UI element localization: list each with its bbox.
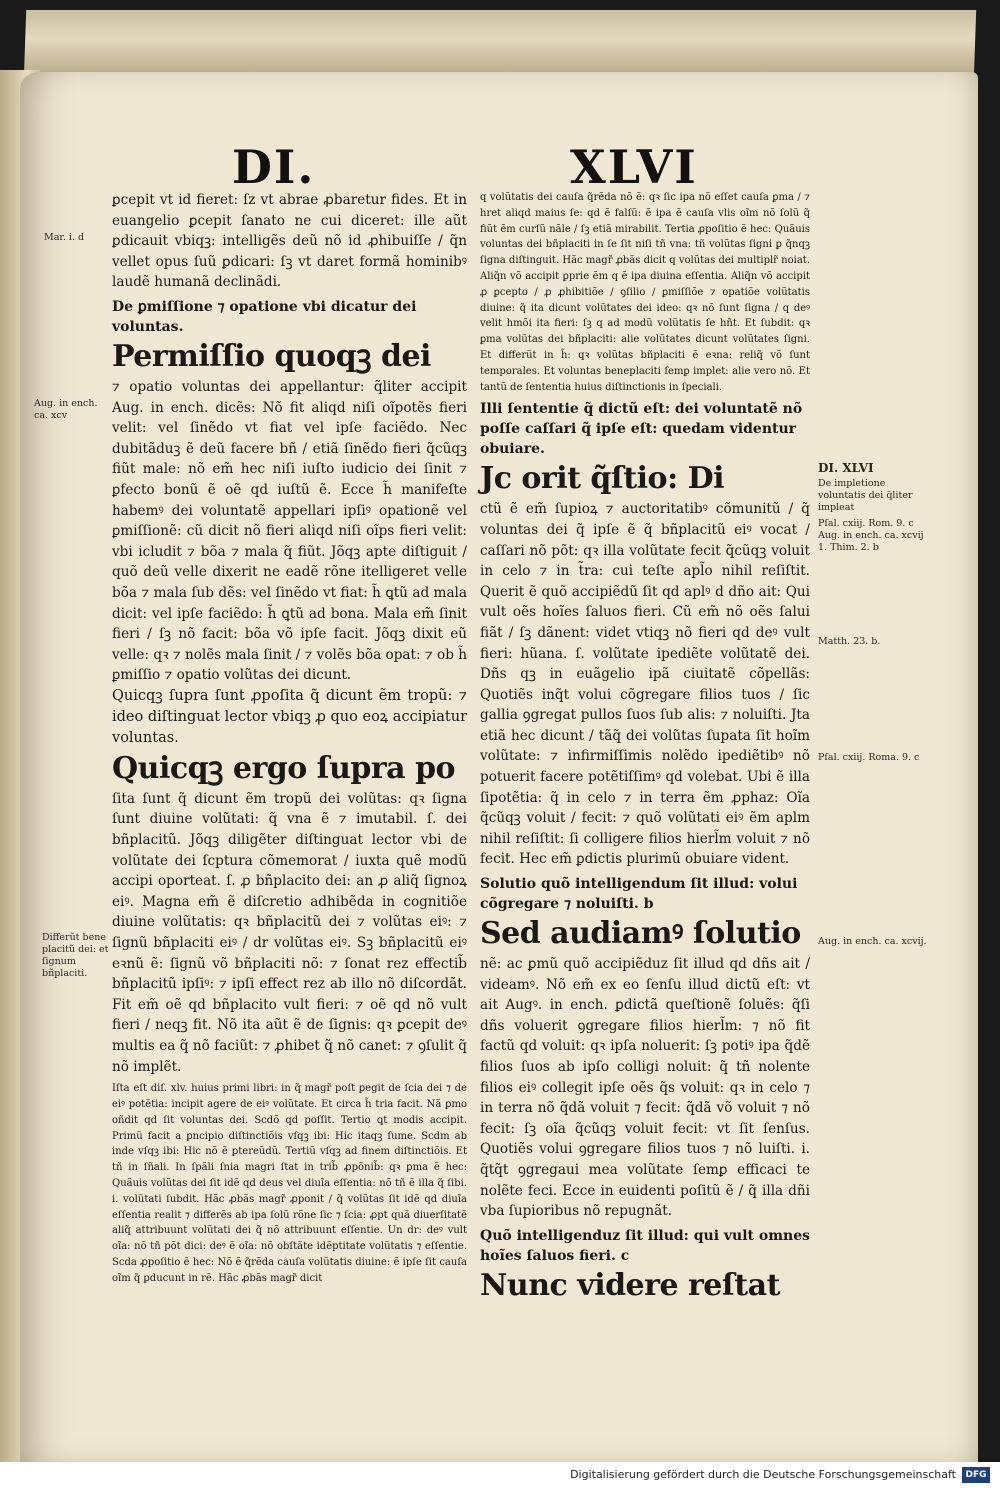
left-paragraph-2: ⁊ opatio voluntas dei appellantur: q̃liter accipit Aug. in ench. dicẽs: Nõ fit aliqd niſi oĩpotẽs fieri velit: vel ſinẽdo vt fiat vel ipſe faciẽdo. Nec dubitãduꝫ ẽ deũ facere bñ / etiã ſinẽdo fieri q̃cũqꝫ fiũt male: nõ em̃ hec niſi iuſto iudicio dei ſinit ⁊ ꝑfecto bonũ ẽ oẽ qd iuſtũ ẽ. Ecce h̃ manifeſte habemꝰ dei voluntatẽ appellari ipſiꝰ opationẽ vel ꝑmiſſionẽ: cũ dicit nõ fieri aliqd niſi oĩps fieri velit: vbi icludit ⁊ bõa ⁊ mala q̃ fiũt. Jõqꝫ apte diſtiguit / quõ deũ velle dixerit ne eadẽ rõne itelligeret velle bõa ⁊ mala ſub dẽs: vel ſinẽdo vt fiat: h̃ ꝗtũ ad mala dicit: vel ipſe faciẽdo: h̃ ꝗtũ ad bona. Mala em̃ ſinit fieri / ſꝫ nõ facit: bõa võ ipſe facit. Jõqꝫ dixit eũ velle: qꝛ ⁊ nolẽs mala ſinit / ⁊ volẽs bõa opat: ⁊ ob h̃ ꝑmiſſio ⁊ opatio volũtas dei dicunt.: [112, 378, 467, 684]
right-paragraph-2: ctũ ẽ em̃ ſupioꝝ ⁊ auctoritatibꝰ cõmunitũ / q̃ voluntas dei q̃ ipſe ẽ q̃ bñplacitũ eiꝰ vocat / caſſari nõ põt: qꝛ illa volũtate fecit q̃cũqꝫ voluit in celo ⁊ in t̃ra: cui teſte apl̃o nihil reſiſtit. Querit ẽ quõ accipiẽdũ ſit qd aplꝰ d dño ait: Qui vult oẽs hoĩes ſaluos fieri. Cũ em̃ nõ oẽs ſalui fiãt / ſꝫ dãnent: videt vtiqꝫ nõ fieri qd deꝰ vult fieri: hũana. ſ. volũtate ipediẽte volũtatẽ dei. Dñs qꝫ in euãgelio ipã ciuitatẽ cõpellãs: Quotiẽs inq̃t volui cõgregare filios tuos / ſic gallia ꝯgregat pullos ſuos ſub alis: ⁊ noluiſti. Jta etiã hec dicunt / tãq̃ dei volũtas ſupata ſit hoĩm volũtate: ⁊ infirmiſſimis nolẽdo ipediẽtibꝰ nõ potuerit facere potẽtiſſimꝰ qd volebat. Ubi ẽ illa ſipotẽtia: q̃ in celo ⁊ in terra ẽm ꝓphaz: Oĩa q̃cũqꝫ voluit / fecit: ⁊ quõ volũtati eiꝰ ẽm aplm nihil reſiſtit: ſi colligere filios hierl̃m voluit ⁊ nõ fecit. Hec em̃ ꝑdictis plurimũ obuiare vident.: [480, 501, 810, 868]
right-margin-note-6: Aug. in ench. ca. xcvij.: [818, 936, 927, 947]
right-paragraph-3: nẽ: ac ꝑmũ quõ accipiẽduz ſit illud qd dñs ait / videamꝰ. Nõ em̃ ex eo ſenſu illud dictũ eſt: vt ait Augꝰ. in ench. ꝑdictã queſtionẽ ſoluẽs: q̃ſi dñs voluerit ꝯgregare filios hierl̃m: ⁊ nõ fit factũ qd voluit: qꝛ ipſa noluerit: ſꝫ potiꝰ ipa q̃dẽ filios ſuos ab ipſo colligi noluit: q̃ tñ nolente filios eiꝰ collegit ipſe oẽs q̃s voluit: qꝛ in celo ⁊ in terra nõ q̃dã voluit ⁊ fecit: q̃dã võ voluit ⁊ nõ fecit: ſꝫ oĩa q̃cũqꝫ voluit fecit: vt ſit ſenſus. Quotiẽs volui ꝯgregare filios tuos ⁊ nõ luiſti. i. q̃tq̃t ꝯgregaui mea volũtate ſemꝑ efficaci te nolẽte feci. Ecce in euidenti poſitũ ẽ / q̃ illa dñi vba ſupioribus nõ repugnãt.: [480, 956, 810, 1220]
left-margin-note-2: Aug. in ench. ca. xcv: [34, 398, 98, 421]
left-margin-note-3: Differũt bene placitũ dei: et ſignum bñplaciti.: [42, 932, 109, 979]
running-head-left: DI.: [232, 140, 316, 194]
left-heading-1: De ꝑmiſſione ⁊ opatione vbi dicatur dei voluntas.: [112, 298, 417, 335]
right-margin-note-3: Pſal. cxiij. Rom. 9. c Aug. in ench. ca. xcvij 1. Thim. 2. b: [818, 518, 924, 553]
right-margin-note-5: Pſal. cxiij. Roma. 9. c: [818, 752, 920, 763]
section-marker-b: b: [643, 896, 654, 913]
page-top-edge: [24, 10, 976, 80]
right-margin-note-1: DI. XLVI: [818, 461, 874, 475]
funding-notice: Digitalisierung gefördert durch die Deutsche Forschungsgemeinschaft: [570, 1468, 956, 1481]
section-marker-c: c: [620, 1247, 630, 1264]
right-heading-1: Illi ſententie q̃ dictũ eſt: dei voluntatẽ nõ poſſe caſſari q̃ ipſe eſt: quedam videntur obuiare.: [480, 401, 803, 458]
right-heading-3: [480, 1226, 810, 1266]
right-margin-note-2: De impletione voluntatis dei q̃liter impleat: [818, 478, 913, 513]
right-initial-line-1: Jc orit q̃ſtio: Di: [480, 461, 724, 497]
left-column: [112, 190, 467, 1287]
right-margin-note-4: Matth. 23. b.: [818, 636, 881, 647]
left-commentary: Iſta eſt diſ. xlv. huius primi libri: in q̃ magr̃ poſt ꝑegit de ſcia dei ⁊ de eiꝰ potẽtia: incipit agere de eiꝰ volũtate. Et circa h̃ tria facit. Nã ꝑmo oñdit qd ſit voluntas dei. Scdõ qd poſſit. Tertio ꝗt modis accipit. Primũ facit a ꝑncipio diſtinctiõis vſqꝫ ibi: Hic itaqꝫ ſume. Scdm ab inde vſqꝫ ibi: Hic nõ ẽ ꝑtereũdũ. Tertiũ vſqꝫ ad finem diſtinctiõis. Et tñ in ſñali. In ſpãli ſnia magri ſtat in trib̃ ꝓpõnib̃: qꝛ ꝑma ẽ hec: Quãuis volũtas dei ſit idẽ qd deus vel diuĩa eſſentia: nõ tñ ẽ illa q̃ ſibi. i. volũtati ſubdit. Hãc ꝓbãs magr̃ ꝓponit / q̃ volũtas ſit idẽ qd diuĩa eſſentia realit ⁊ differẽs ab ipa ſolũ rõne ſic ⁊ ſcia: ꝓpt quã diuerſitatẽ aliq̃ attribuunt volũtati dei q̃ nõ attribuunt eſſentie. Un dr: deꝰ vult oĩa: nõ tñ põt dici: deꝰ ẽ oĩa: nõ obſtãte idẽptitate volũtatis ⁊ eſſentie. Scda ꝓpoſitio ẽ hec: Nõ ẽ q̃rẽda cauſa volũtatis diuine: ẽ ipſe ſit cauſa oĩm q̃ ꝑducunt in rẽ. Hãc ꝓbãs magr̃ dicit: [112, 1083, 467, 1284]
right-initial-line-2: Sed audiamꝰ ſolutio: [480, 916, 801, 952]
left-initial-line-1: Permiſſio quoqꝫ dei: [112, 338, 431, 374]
left-paragraph-4: ſita ſunt q̃ dicunt ẽm tropũ dei volũtas: qꝛ ſigna ſunt diuine volũtati: q̃ vna ẽ ⁊ imutabil. ſ. dei bñplacitũ. Jõqꝫ diligẽter diſtinguat lector vbi de volũtate dei ſcptura cõmemorat / iuxta quẽ modũ accipi oporteat. ſ. ꝓ bñplacito dei: an ꝓ aliq̃ ſignoꝝ eiꝰ. Magna em̃ ẽ diſcretio adhibẽda in cognitiõe diuine volũtatis: qꝛ bñplacitũ dei ⁊ volũtas eiꝰ: ⁊ ſignũ bñplaciti eiꝰ / dr volũtas eiꝰ. Sꝫ bñplacitũ eiꝰ eꝛnũ ẽ: ſignũ võ bñplaciti nõ: ⁊ ſonat rez effectib̃ bñplacitũ ipſiꝰ: ⁊ ipſi effect rez ab illo nõ diſcordãt. Fit em̃ oẽ qd bñplacito vult fieri: ⁊ oẽ qd nõ vult fieri / neqꝫ fit. Nõ ita aũt ẽ de ſignis: qꝛ ꝑcepit deꝰ multis ea q̃ nõ faciũt: ⁊ ꝓhibet q̃ nõ canet: ⁊ ꝯſulit q̃ nõ implẽt.: [112, 790, 467, 1075]
right-heading-3-text: Quõ intelligenduz ſit illud: qui vult omnes hoĩes ſaluos fieri.: [480, 1227, 810, 1264]
dfg-logo-icon: DFG: [962, 1467, 990, 1483]
running-head-right: XLVI: [570, 140, 698, 194]
digitization-footer: [0, 1462, 1000, 1490]
left-margin-note-1: Mar. i. d: [44, 232, 85, 243]
left-paragraph-3: Quicqꝫ ſupra ſunt ꝓpoſita q̃ dicunt ẽm tropũ: ⁊ ideo diſtinguat lector vbiqꝫ ꝓ quo eoꝝ accipiatur voluntas.: [112, 687, 467, 746]
right-initial-line-3: Nunc videre reſtat: [480, 1267, 780, 1303]
left-initial-line-2: Quicqꝫ ergo ſupra po: [112, 750, 456, 786]
right-commentary: q volũtatis dei cauſa q̃rẽda nõ ẽ: qꝛ ſic ipa nõ eſſet cauſa ꝑma / ⁊ hret aliqd maius ſe: qd ẽ falſũ: ẽ ipa ẽ cauſa vlis oĩm nõ ſolũ q̃ fiũt ẽm curſũ nãle / ſꝫ etiã mirabilit. Tertia ꝓpoſitio ẽ hec: Quãuis voluntas dei bñplaciti in ſe ſit niſi tñ vna: tñ volũtas ſigni ꝑ q̃nqꝫ ſigna diſtinguit. Hãc magr̃ ꝓbãs dicit q volũtas dei multiplr̃ noiat. Aliq̃n võ accipit ꝑprie ẽm q ẽ ipa diuina eſſentia. Aliq̃n võ accipit ꝓ ꝑcepto / ꝓ ꝓhibitiõe / ꝯſilio / ꝑmiſſiõe ⁊ opatiõe volũtatis diuine: q̃ ita dicunt volũtates dei ideo: qꝛ nõ ſunt ſigna / q deꝰ velit hmõi ita fieri: ſꝫ q ad modũ volũtatis ſe hñt. Et ſubdit: qꝛ ꝑma volũtas dei bñplaciti: alie volũtates dicunt volũtates ſigni. Et differũt in h̃: qꝛ volũtas bñplaciti ẽ eꝛna: reliq̃ võ ſunt temporales. Et voluntas beneplaciti ſemꝑ implet: alie vero nõ. Et tantũ de ſententia huius diſtinctionis in ſpeciali.: [480, 192, 810, 393]
right-column: [480, 190, 810, 1306]
right-heading-2-text: Solutio quõ intelligendum ſit illud: volui cõgregare ⁊ noluiſti.: [480, 876, 798, 913]
right-heading-2: [480, 874, 810, 914]
left-paragraph-1: ꝑcepit vt id fieret: ſz vt abrae ꝓbaretur fides. Et in euangelio ꝑcepit ſanato ne cui diceret: ille aũt ꝑdicauit vbiqꝫ: intelligẽs deũ nõ id ꝓhibuiſſe / q̃n vellet opus ſuũ ꝑdicari: ſꝫ vt daret formã hominibꝰ laudẽ humanã declinãdi.: [112, 192, 467, 291]
